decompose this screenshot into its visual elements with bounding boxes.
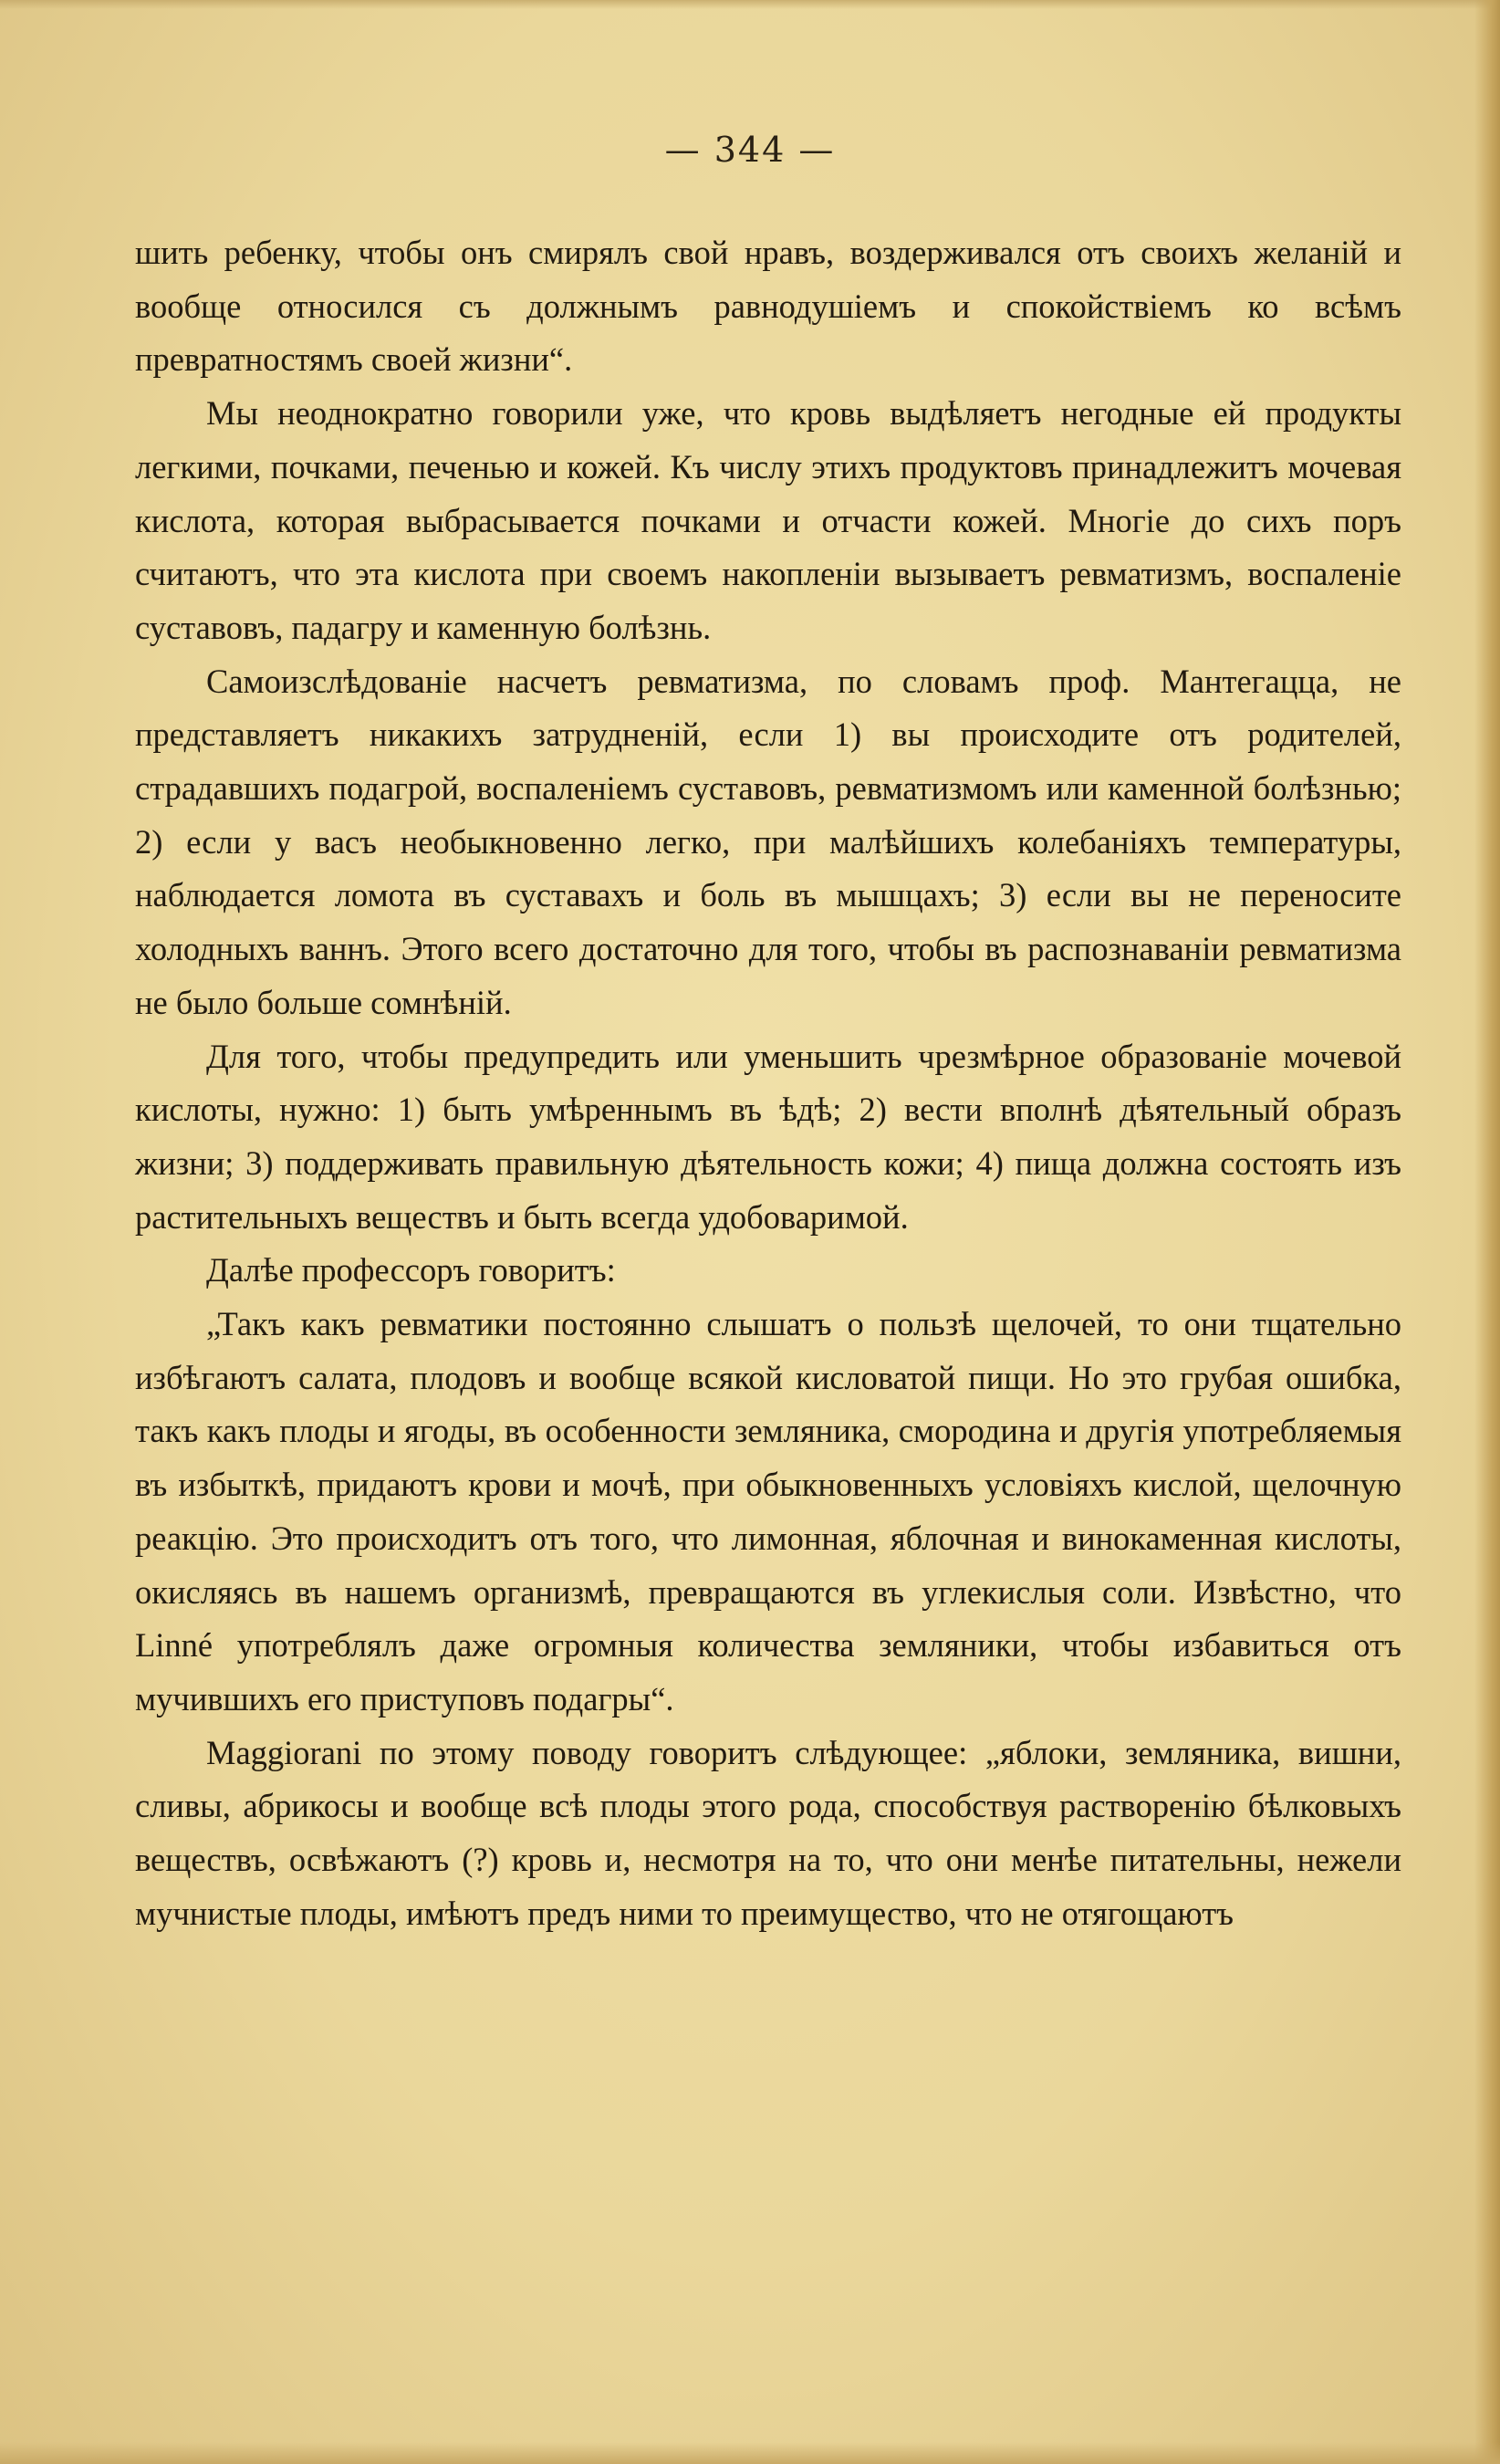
paragraph-quote: „Такъ какъ ревматики постоянно слышатъ о пользѣ щелочей, то они тщательно избѣгаютъ салата, плодовъ и вообще всякой кисловатой пищи. Но это грубая ошибка, такъ какъ плоды и ягоды, въ особенности земляника, смородина и другія употребляемыя въ избыткѣ, придаютъ крови и мочѣ, при обыкновенныхъ условіяхъ кислой, щелочную реакцію. Это происходитъ отъ того, что лимонная, яблочная и винокаменная кислоты, окисляясь въ нашемъ организмѣ, превращаются въ углекислыя соли. Извѣстно, что Linné употреблялъ даже огромныя количества земляники, чтобы избавиться отъ мучившихъ его приступовъ подагры“. — [135, 1305, 1401, 1717]
page-edge-top — [0, 0, 1500, 9]
page-edge-right — [1474, 0, 1500, 2464]
paragraph-continuation: шить ребенку, чтобы онъ смирялъ свой нравъ, воздерживался отъ своихъ желаній и вообще относился съ должнымъ равнодушіемъ и спокойствіемъ ко всѣмъ превратностямъ своей жизни“. — [135, 234, 1401, 379]
paragraph-maggiorani: Maggiorani по этому поводу говоритъ слѣдующее: „яблоки, земляника, вишни, сливы, абрикосы и вообще всѣ плоды этого рода, способствуя растворенію бѣлковыхъ веществъ, освѣжаютъ (?) кровь и, несмотря на то, что они менѣе питательны, нежели мучнистые плоды, имѣютъ предъ ними то преимущество, что не отягощаютъ — [135, 1733, 1401, 1932]
page-edge-bottom — [0, 2442, 1500, 2464]
paragraph-blood-excretion: Мы неоднократно говорили уже, что кровь выдѣляетъ негодные ей продукты легкими, почками, печенью и кожей. Къ числу этихъ продуктовъ принадлежитъ мочевая кислота, которая выбрасывается почками и отчасти кожей. Многіе до сихъ поръ считаютъ, что эта кислота при своемъ накопленіи вызываетъ ревматизмъ, воспаленіе суставовъ, падагру и каменную болѣзнь. — [135, 394, 1401, 646]
page-number: — 344 — — [664, 130, 836, 170]
paragraph-prevention: Для того, чтобы предупредить или уменьшить чрезмѣрное образованіе мочевой кислоты, нужно: 1) быть умѣреннымъ въ ѣдѣ; 2) вести вполнѣ дѣятельный образъ жизни; 3) поддерживать правильную дѣятельность кожи; 4) пища должна состоять изъ растительныхъ веществъ и быть всегда удобоваримой. — [135, 1037, 1401, 1236]
paragraph-professor-says: Далѣе профессоръ говоритъ: — [206, 1251, 616, 1289]
paragraph-self-examination: Самоизслѣдованіе насчетъ ревматизма, по словамъ проф. Мантегацца, не представляетъ никакихъ затрудненій, если 1) вы происходите отъ родителей, страдавшихъ подагрой, воспаленіемъ суставовъ, ревматизмомъ или каменной болѣзнью; 2) если у васъ необыкновенно легко, при малѣйшихъ колебаніяхъ температуры, наблюдается ломота въ суставахъ и боль въ мышцахъ; 3) если вы не переносите холодныхъ ваннъ. Этого всего достаточно для того, чтобы въ распознаваніи ревматизма не было больше сомнѣній. — [135, 662, 1401, 1021]
body-text — [135, 226, 1401, 1941]
